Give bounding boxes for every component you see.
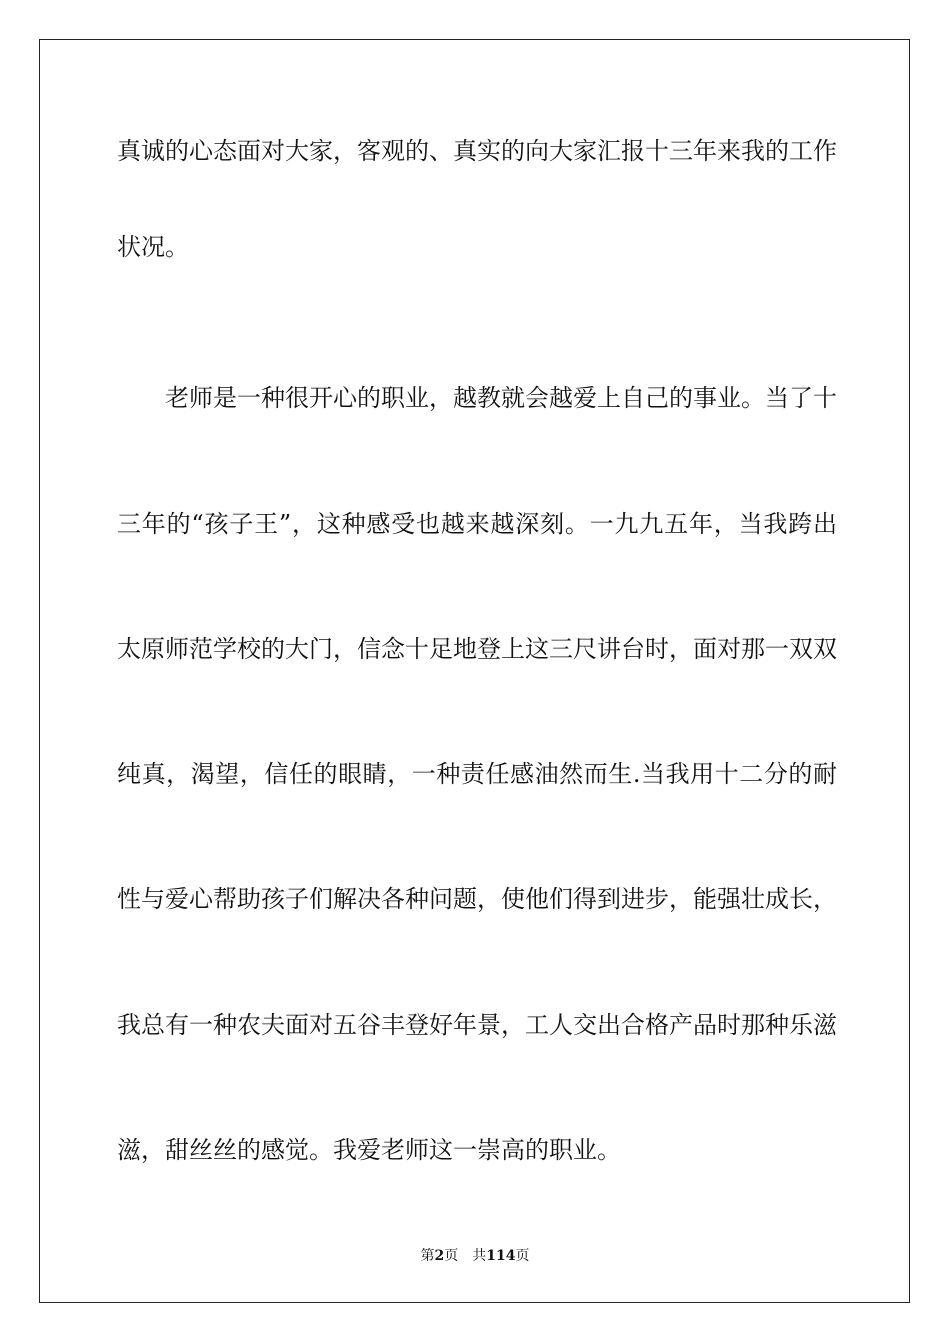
footer-page-prefix: 第 (420, 1248, 435, 1264)
body-text-line: 真诚的心态面对大家，客观的、真实的向大家汇报十三年来我的工作 (117, 137, 837, 165)
page-border (39, 39, 910, 1303)
body-text-line: 性与爱心帮助孩子们解决各种问题，使他们得到进步，能强壮成长， (117, 885, 837, 913)
footer-page-number: 2 (434, 1248, 445, 1264)
body-text-line: 状况。 (117, 233, 189, 261)
footer-total-prefix: 共 (472, 1248, 487, 1264)
body-text-line: 太原师范学校的大门，信念十足地登上这三尺讲台时，面对那一双双 (117, 635, 837, 663)
body-text-line: 滋，甜丝丝的感觉。我爱老师这一崇高的职业。 (117, 1136, 621, 1164)
body-text-line: 我总有一种农夫面对五谷丰登好年景，工人交出合格产品时那种乐滋 (117, 1011, 837, 1039)
body-text-line: 老师是一种很开心的职业，越教就会越爱上自己的事业。当了十 (117, 384, 837, 412)
footer-page-suffix: 页 (444, 1248, 459, 1264)
body-text-line: 三年的“孩子王”，这种感受也越来越深刻。一九九五年，当我跨出 (117, 510, 837, 538)
footer-total-pages: 114 (486, 1248, 516, 1264)
footer-total-suffix: 页 (515, 1248, 530, 1264)
body-text-line: 纯真，渴望，信任的眼睛，一种责任感油然而生.当我用十二分的耐 (117, 760, 837, 788)
page-footer (0, 1247, 950, 1265)
